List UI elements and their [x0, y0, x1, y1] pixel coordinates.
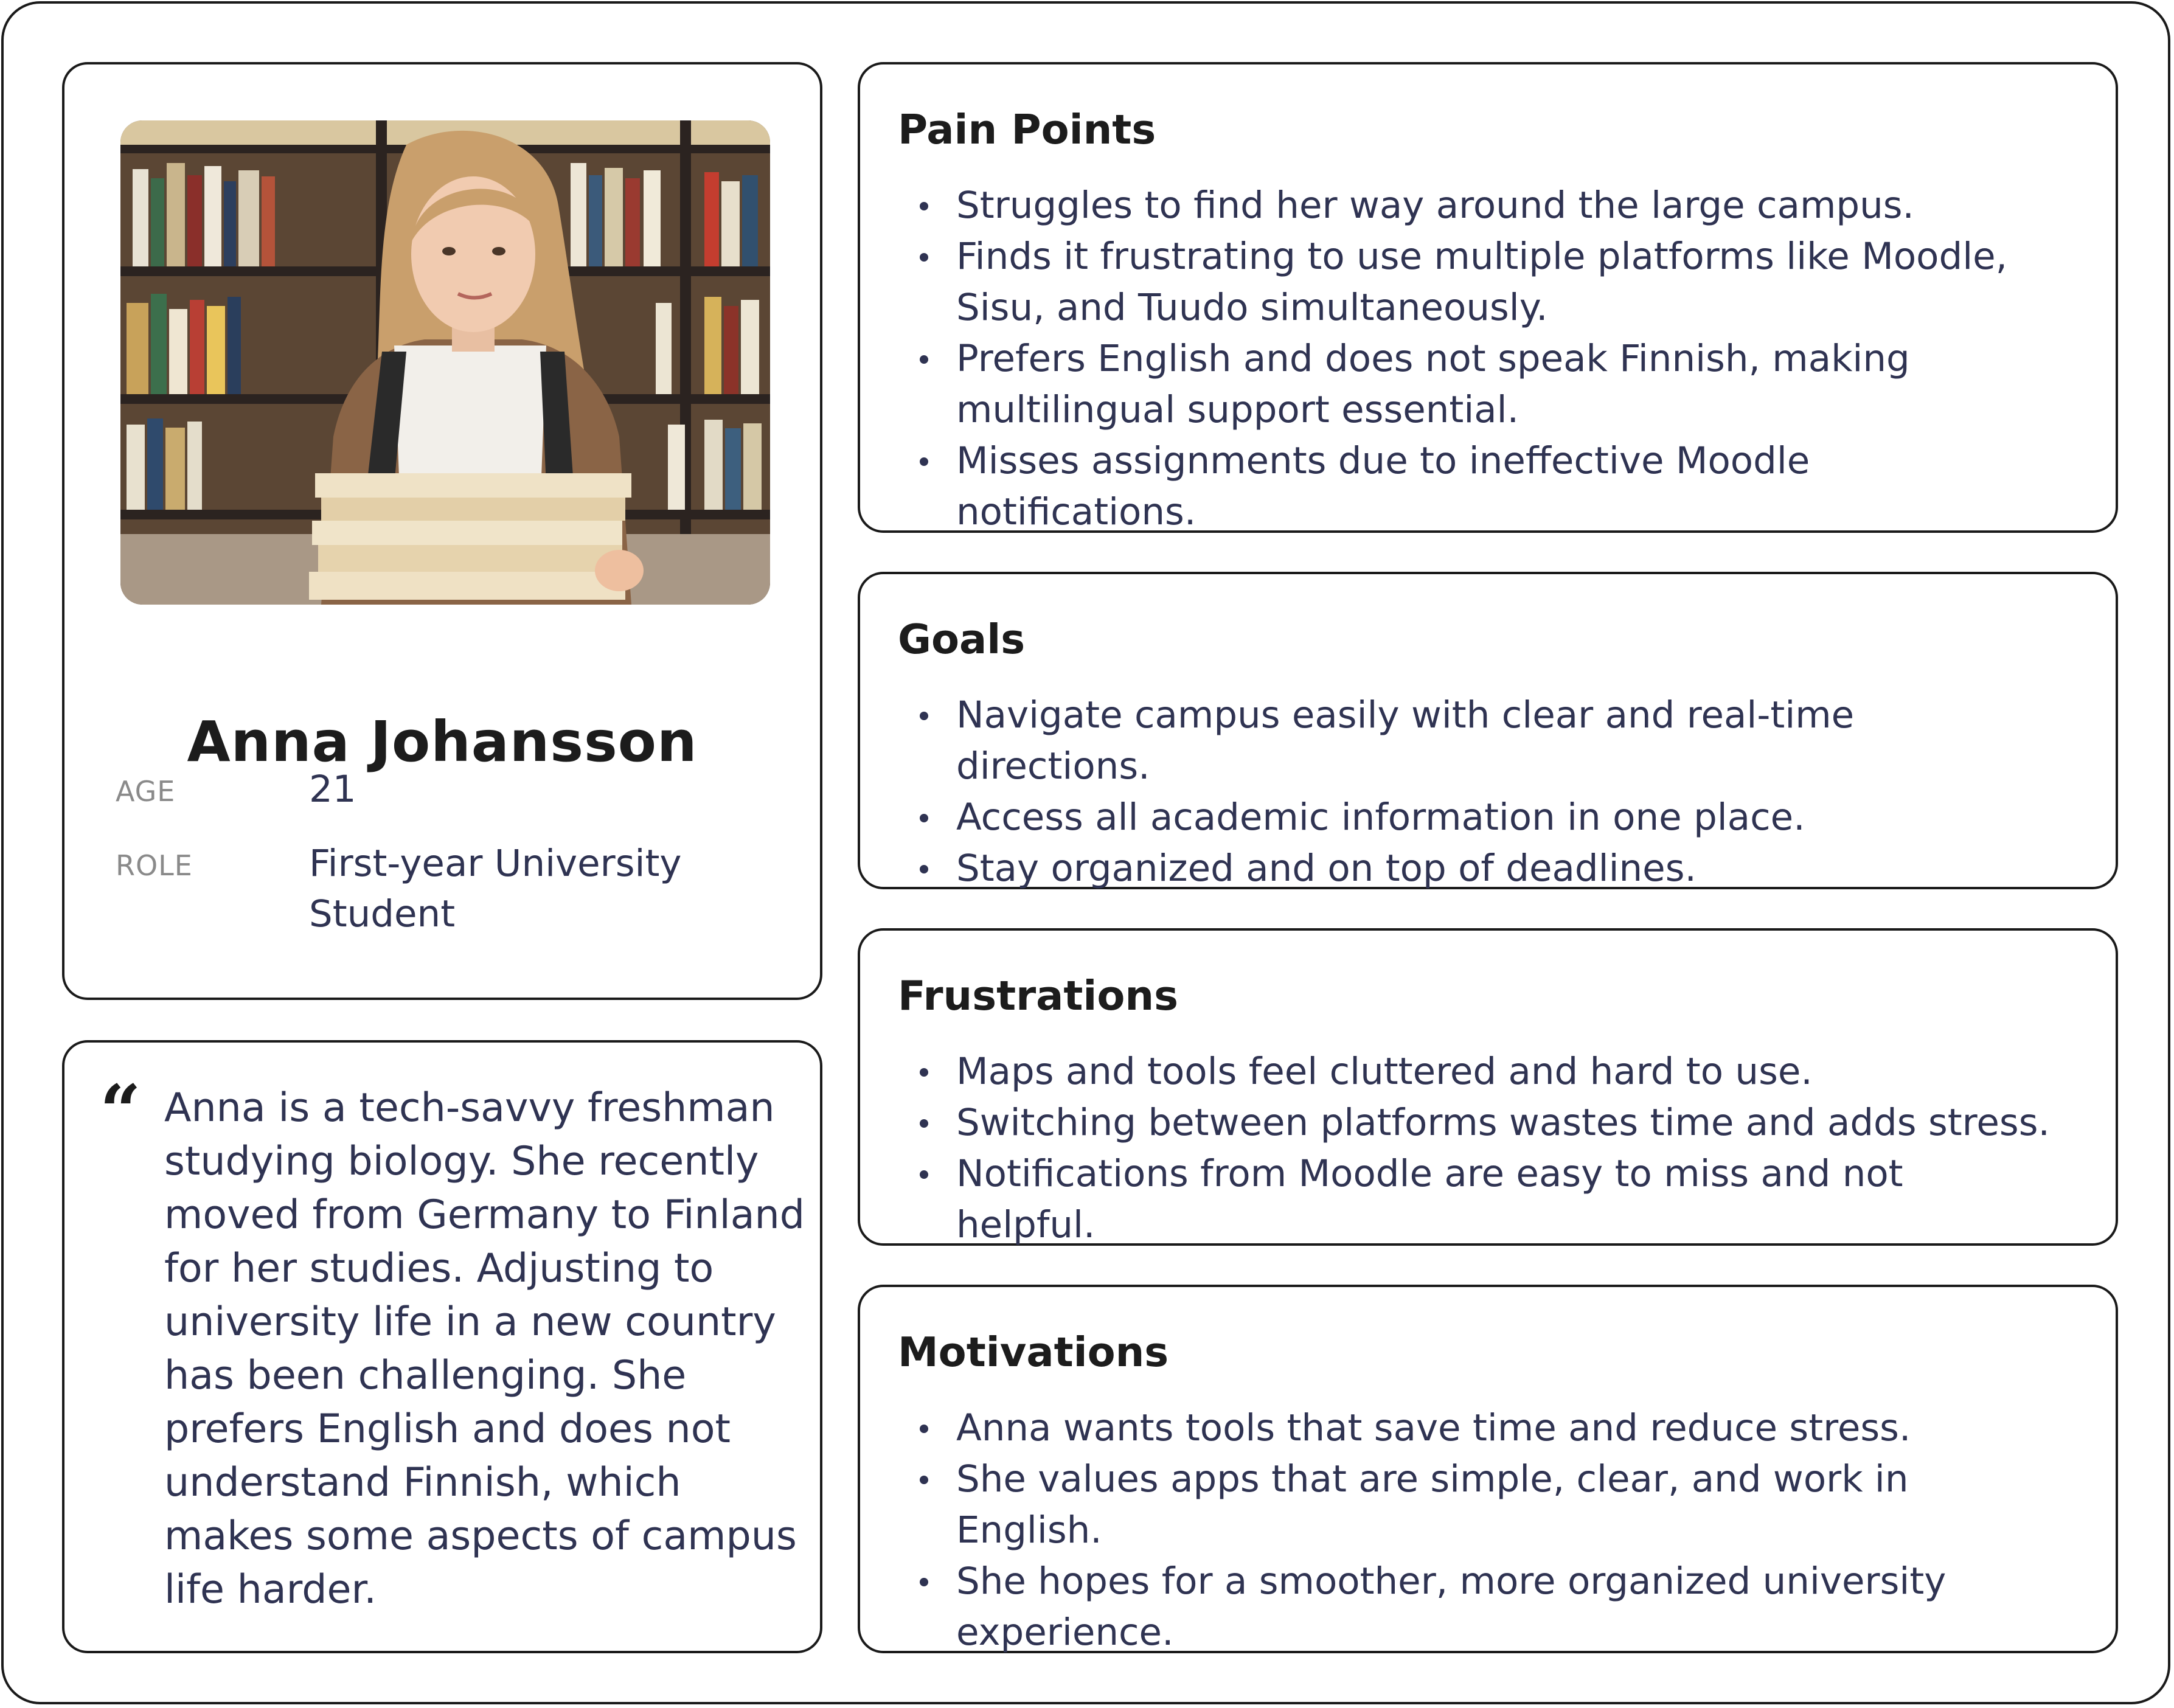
list-item: She values apps that are simple, clear, and work in English. — [956, 1454, 2054, 1556]
motivations-list — [898, 1403, 2054, 1658]
goals-list — [898, 690, 2054, 894]
role-value: First-year University Student — [309, 842, 682, 936]
persona-photo — [120, 120, 770, 605]
frustrations-list — [898, 1046, 2054, 1251]
list-item: Finds it frustrating to use multiple platforms like Moodle, Sisu, and Tuudo simultaneously. — [956, 231, 2054, 333]
list-item: Access all academic information in one place. — [956, 792, 2054, 843]
role-label: ROLE — [116, 849, 193, 882]
persona-board — [1, 1, 2170, 1704]
pain-points-title: Pain Points — [898, 106, 1156, 153]
list-item: Navigate campus easily with clear and real-time directions. — [956, 690, 2054, 792]
quote-mark-icon: “ — [100, 1069, 141, 1153]
list-item: Switching between platforms wastes time and adds stress. — [956, 1097, 2054, 1148]
bio-card — [62, 1040, 822, 1653]
frustrations-title: Frustrations — [898, 972, 1178, 1019]
bio-text: Anna is a tech-savvy freshman studying biology. She recently moved from Germany to Finland for her studies. Adjusting to university life in a new country has been challenging. She prefers English and does not understand Finnish, which makes some aspects of campus life harder. — [164, 1085, 805, 1613]
list-item: Stay organized and on top of deadlines. — [956, 843, 2054, 894]
goals-card — [858, 572, 2118, 889]
list-item: Notifications from Moodle are easy to miss and not helpful. — [956, 1148, 2054, 1251]
list-item: Struggles to find her way around the large campus. — [956, 180, 2054, 231]
persona-name: Anna Johansson — [187, 709, 698, 774]
list-item: Prefers English and does not speak Finnish, making multilingual support essential. — [956, 333, 2054, 436]
persona-photo-image — [120, 120, 770, 605]
goals-title: Goals — [898, 616, 1026, 663]
frustrations-card — [858, 928, 2118, 1246]
list-item: Anna wants tools that save time and reduce stress. — [956, 1403, 2054, 1454]
age-label: AGE — [116, 775, 176, 808]
list-item: She hopes for a smoother, more organized university experience. — [956, 1556, 2054, 1658]
age-value: 21 — [309, 768, 356, 811]
list-item: Maps and tools feel cluttered and hard to use. — [956, 1046, 2054, 1097]
motivations-card — [858, 1285, 2118, 1653]
list-item: Misses assignments due to ineffective Moodle notifications. — [956, 436, 2054, 538]
motivations-title: Motivations — [898, 1328, 1169, 1376]
pain-points-card — [858, 62, 2118, 533]
pain-points-list — [898, 180, 2054, 538]
profile-card — [62, 62, 822, 1000]
